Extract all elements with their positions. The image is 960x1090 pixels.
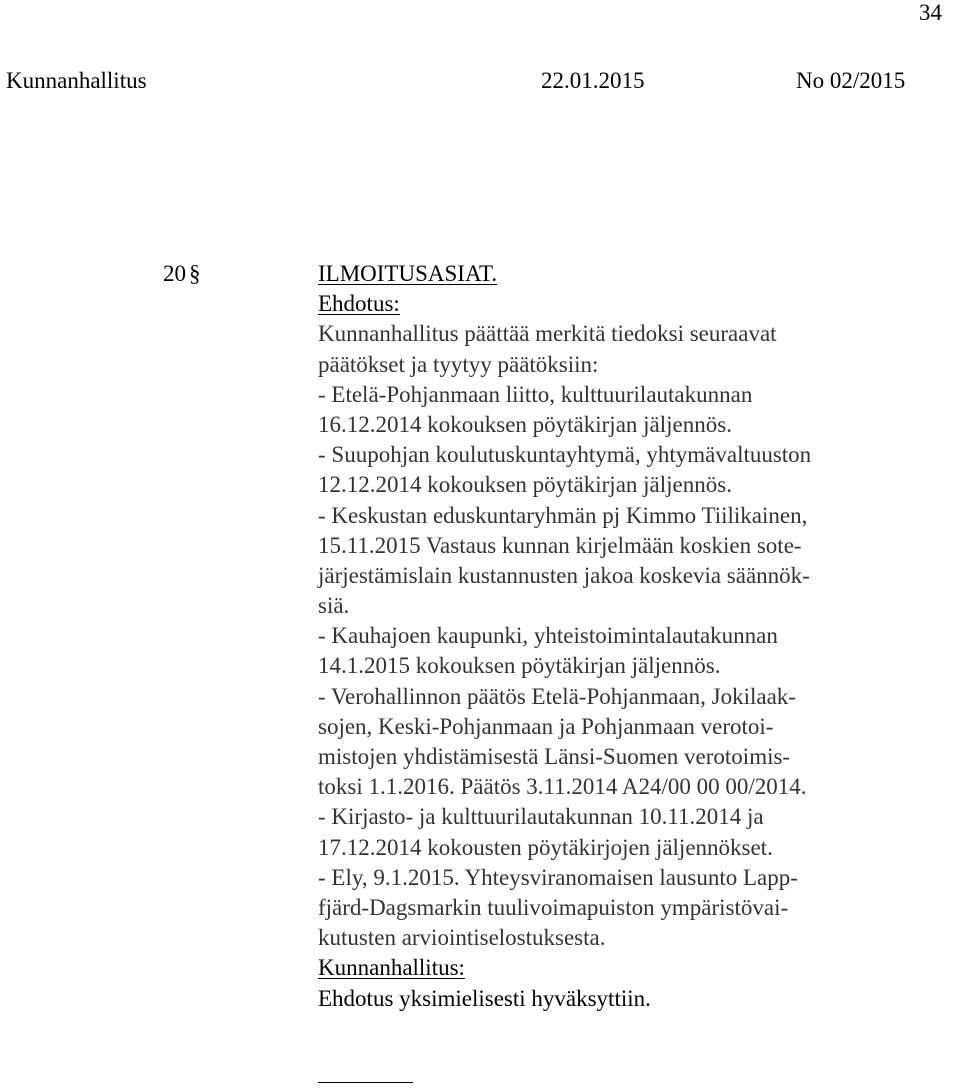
body-line: fjärd-Dagsmarkin tuulivoimapuiston ympäristövai- [318, 894, 789, 920]
body-line: - Verohallinnon päätös Etelä-Pohjanmaan, Jokilaak- [318, 683, 796, 709]
body-line: siä. [318, 593, 350, 619]
section-mark: § [189, 261, 201, 286]
decision-heading: Kunnanhallitus: [318, 955, 465, 981]
body-line: - Suupohjan koulutuskuntayhtymä, yhtymävaltuuston [318, 442, 812, 468]
section-content [318, 259, 948, 1014]
body-line: kutusten arviointiselostuksesta. [318, 925, 606, 951]
section-end-rule [318, 1082, 413, 1083]
body-line: - Kirjasto- ja kulttuurilautakunnan 10.11.2014 ja [318, 804, 764, 830]
body-line: sojen, Keski-Pohjanmaan ja Pohjanmaan verotoi- [318, 713, 774, 739]
header-meeting-number: No 02/2015 [796, 68, 906, 93]
body-line: 12.12.2014 kokouksen pöytäkirjan jäljennös. [318, 472, 732, 498]
body-line: - Ely, 9.1.2015. Yhteysviranomaisen lausunto Lapp- [318, 864, 798, 890]
body-line: Kunnanhallitus päättää merkitä tiedoksi seuraavat [318, 321, 777, 347]
body-line: mistojen yhdistämisestä Länsi-Suomen verotoimis- [318, 744, 791, 769]
body-line: - Kauhajoen kaupunki, yhteistoimintalautakunnan [318, 623, 778, 649]
section-title: ILMOITUSASIAT. [318, 261, 498, 286]
body-line: 15.11.2015 Vastaus kunnan kirjelmään koskien sote- [318, 532, 802, 558]
body-line: toksi 1.1.2016. Päätös 3.11.2014 A24/00 00 00/2014. [318, 774, 807, 800]
body-line: 17.12.2014 kokousten pöytäkirjojen jäljennökset. [318, 834, 773, 860]
header-date: 22.01.2015 [541, 68, 645, 93]
body-line: 16.12.2014 kokouksen pöytäkirjan jäljennös. [318, 411, 732, 437]
section-number: 20 [163, 261, 186, 286]
page-number: 34 [919, 0, 942, 25]
decision-text: Ehdotus yksimielisesti hyväksyttiin. [318, 985, 651, 1011]
proposal-heading: Ehdotus: [318, 291, 400, 317]
body-line: - Keskustan eduskuntaryhmän pj Kimmo Tiilikainen, [318, 502, 808, 528]
body-line: järjestämislain kustannusten jakoa koskevia säännök- [318, 562, 810, 588]
document-header [6, 66, 946, 96]
body-line: - Etelä-Pohjanmaan liitto, kulttuurilautakunnan [318, 381, 753, 407]
body-line: päätökset ja tyytyy päätöksiin: [318, 351, 599, 377]
header-committee: Kunnanhallitus [6, 68, 147, 93]
body-line: 14.1.2015 kokouksen pöytäkirjan jäljennös. [318, 653, 721, 679]
